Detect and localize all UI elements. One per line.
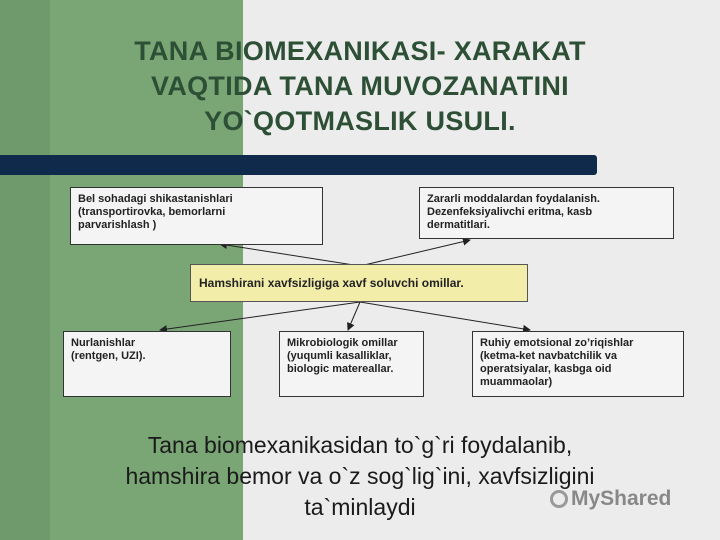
arrow-to-bottom-middle — [348, 302, 360, 330]
box-top-left — [70, 187, 323, 245]
box-bottom-right — [472, 331, 684, 397]
box-text-line: Dezenfeksiyalivchi eritma, kasb — [427, 206, 593, 218]
title-line-3: YO`QOTMASLIK USULI. — [204, 106, 516, 136]
arrow-to-bottom-left — [160, 302, 360, 330]
brand-logo-icon — [550, 490, 568, 508]
box-text-line: Mikrobiologik omillar — [287, 337, 398, 349]
box-text-line: parvarishlash ) — [78, 219, 157, 231]
box-text-line: Ruhiy emotsional zo’riqishlar — [480, 337, 634, 349]
box-top-right — [419, 187, 674, 239]
arrow-to-top-left — [220, 244, 360, 266]
box-text-line: Zararli moddalardan foydalanish. — [427, 193, 600, 205]
box-text-line: dermatitlari. — [427, 219, 490, 231]
box-text-line: (yuqumli kasalliklar, — [287, 350, 392, 362]
box-bottom-middle — [279, 331, 424, 397]
box-text-line: (transportirovka, bemorlarni — [78, 206, 226, 218]
box-text-line: Nurlanishlar — [71, 337, 136, 349]
box-text-line: muammaolar) — [480, 376, 553, 388]
footer-line-3: ta`minlaydi — [304, 494, 416, 520]
box-text-line: operatsiyalar, kasbga oid — [480, 363, 612, 375]
arrow-to-top-right — [360, 240, 470, 266]
title-line-1: TANA BIOMEXANIKASI- XARAKAT — [134, 36, 586, 66]
brand-name: MyShared — [571, 487, 672, 510]
box-text-line: biologic matereallar. — [287, 363, 394, 375]
footer-line-1: Tana biomexanikasidan to`g`ri foydalanib, — [147, 432, 573, 458]
title-line-2: VAQTIDA TANA MUVOZANATINI — [151, 71, 569, 101]
footer-line-2: hamshira bemor va o`z sog`lig`ini, xavfsizligini — [125, 463, 595, 489]
box-text-line: (rentgen, UZI). — [71, 350, 146, 362]
box-center: Hamshirani xavfsizligiga xavf soluvchi omillar. — [190, 264, 528, 302]
box-text-line: (ketma-ket navbatchilik va — [480, 350, 617, 362]
box-text-line: Bel sohadagi shikastanishlari — [78, 193, 233, 205]
arrow-to-bottom-right — [360, 302, 530, 330]
brand-watermark — [550, 487, 671, 511]
box-bottom-left — [63, 331, 231, 397]
